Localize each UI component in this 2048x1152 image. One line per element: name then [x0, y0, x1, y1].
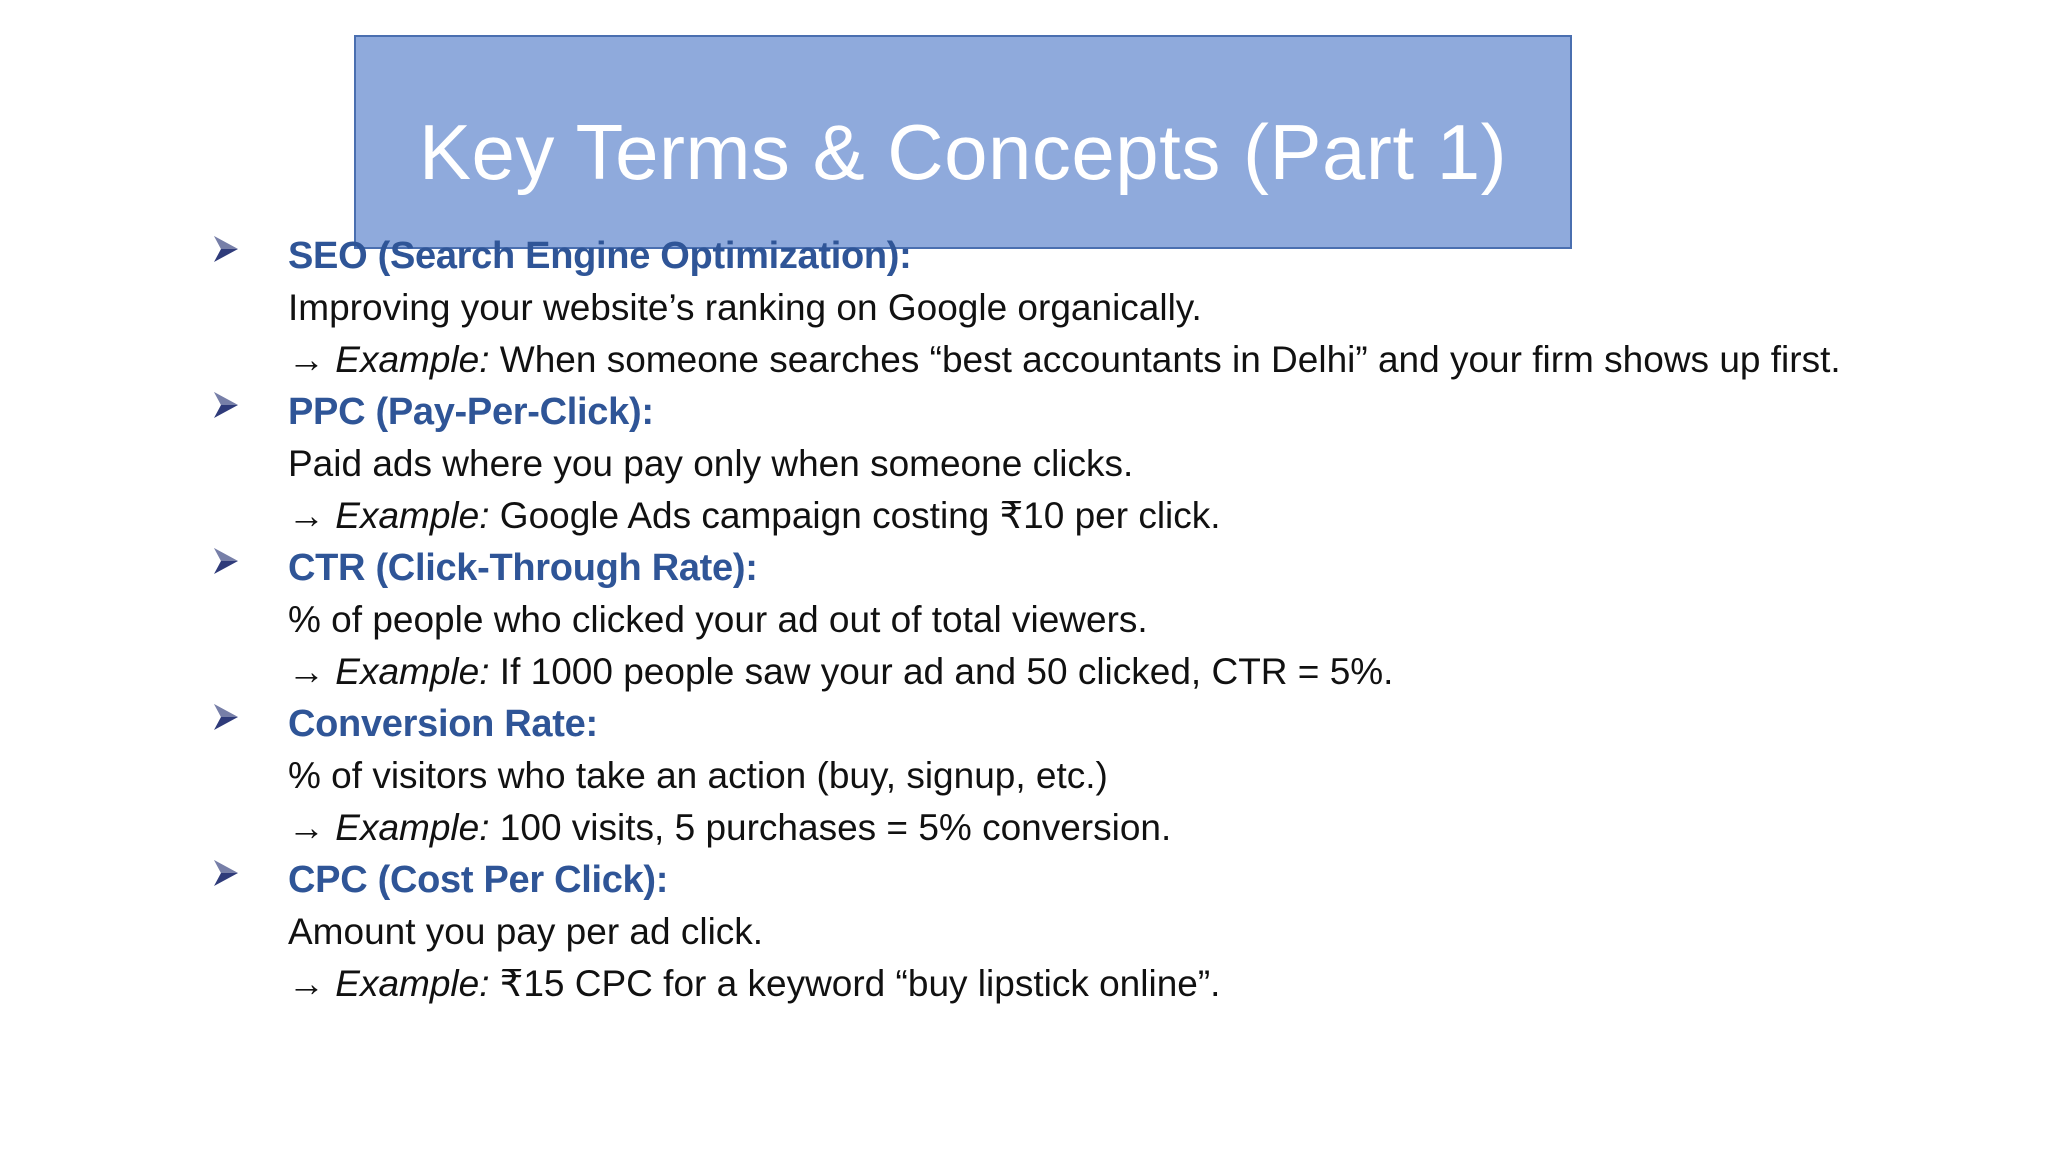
example-arrow: →: [288, 651, 336, 692]
example-arrow: →: [288, 339, 336, 380]
term-title: Conversion Rate:: [288, 703, 598, 745]
example-text: ₹15 CPC for a keyword “buy lipstick online”.: [489, 963, 1221, 1004]
list-item: [212, 542, 2012, 698]
term-example: [288, 802, 2012, 854]
example-label: Example:: [335, 807, 490, 848]
term-example: [288, 490, 2012, 542]
term-description: % of people who clicked your ad out of total viewers.: [288, 599, 1148, 640]
example-label: Example:: [335, 963, 490, 1004]
arrow-bullet-icon: [212, 234, 240, 264]
term-description: Improving your website’s ranking on Google organically.: [288, 287, 1202, 328]
slide-title: Key Terms & Concepts (Part 1): [418, 108, 1508, 196]
example-text: Google Ads campaign costing ₹10 per click.: [489, 495, 1221, 536]
term-example: [288, 646, 2012, 698]
example-arrow: →: [288, 963, 336, 1004]
example-arrow: →: [288, 807, 336, 848]
terms-list: [212, 230, 2012, 1010]
term-title: CPC (Cost Per Click):: [288, 859, 669, 901]
term-example: [288, 334, 2012, 386]
list-item: [212, 230, 2012, 386]
example-text: When someone searches “best accountants in Delhi” and your firm shows up first.: [489, 339, 1841, 380]
list-item: [212, 854, 2012, 1010]
title-box: [354, 35, 1572, 249]
arrow-bullet-icon: [212, 390, 240, 420]
term-title: SEO (Search Engine Optimization):: [288, 235, 912, 277]
list-item: [212, 698, 2012, 854]
term-title: CTR (Click-Through Rate):: [288, 547, 758, 589]
example-text: 100 visits, 5 purchases = 5% conversion.: [489, 807, 1172, 848]
example-label: Example:: [335, 339, 490, 380]
term-example: [288, 958, 2012, 1010]
term-description: Paid ads where you pay only when someone clicks.: [288, 443, 1134, 484]
arrow-bullet-icon: [212, 546, 240, 576]
term-title: PPC (Pay-Per-Click):: [288, 391, 654, 433]
example-text: If 1000 people saw your ad and 50 clicked, CTR = 5%.: [489, 651, 1394, 692]
list-item: [212, 386, 2012, 542]
example-label: Example:: [335, 651, 490, 692]
arrow-bullet-icon: [212, 702, 240, 732]
arrow-bullet-icon: [212, 858, 240, 888]
example-label: Example:: [335, 495, 490, 536]
term-description: Amount you pay per ad click.: [288, 911, 764, 952]
example-arrow: →: [288, 495, 336, 536]
term-description: % of visitors who take an action (buy, signup, etc.): [288, 755, 1108, 796]
